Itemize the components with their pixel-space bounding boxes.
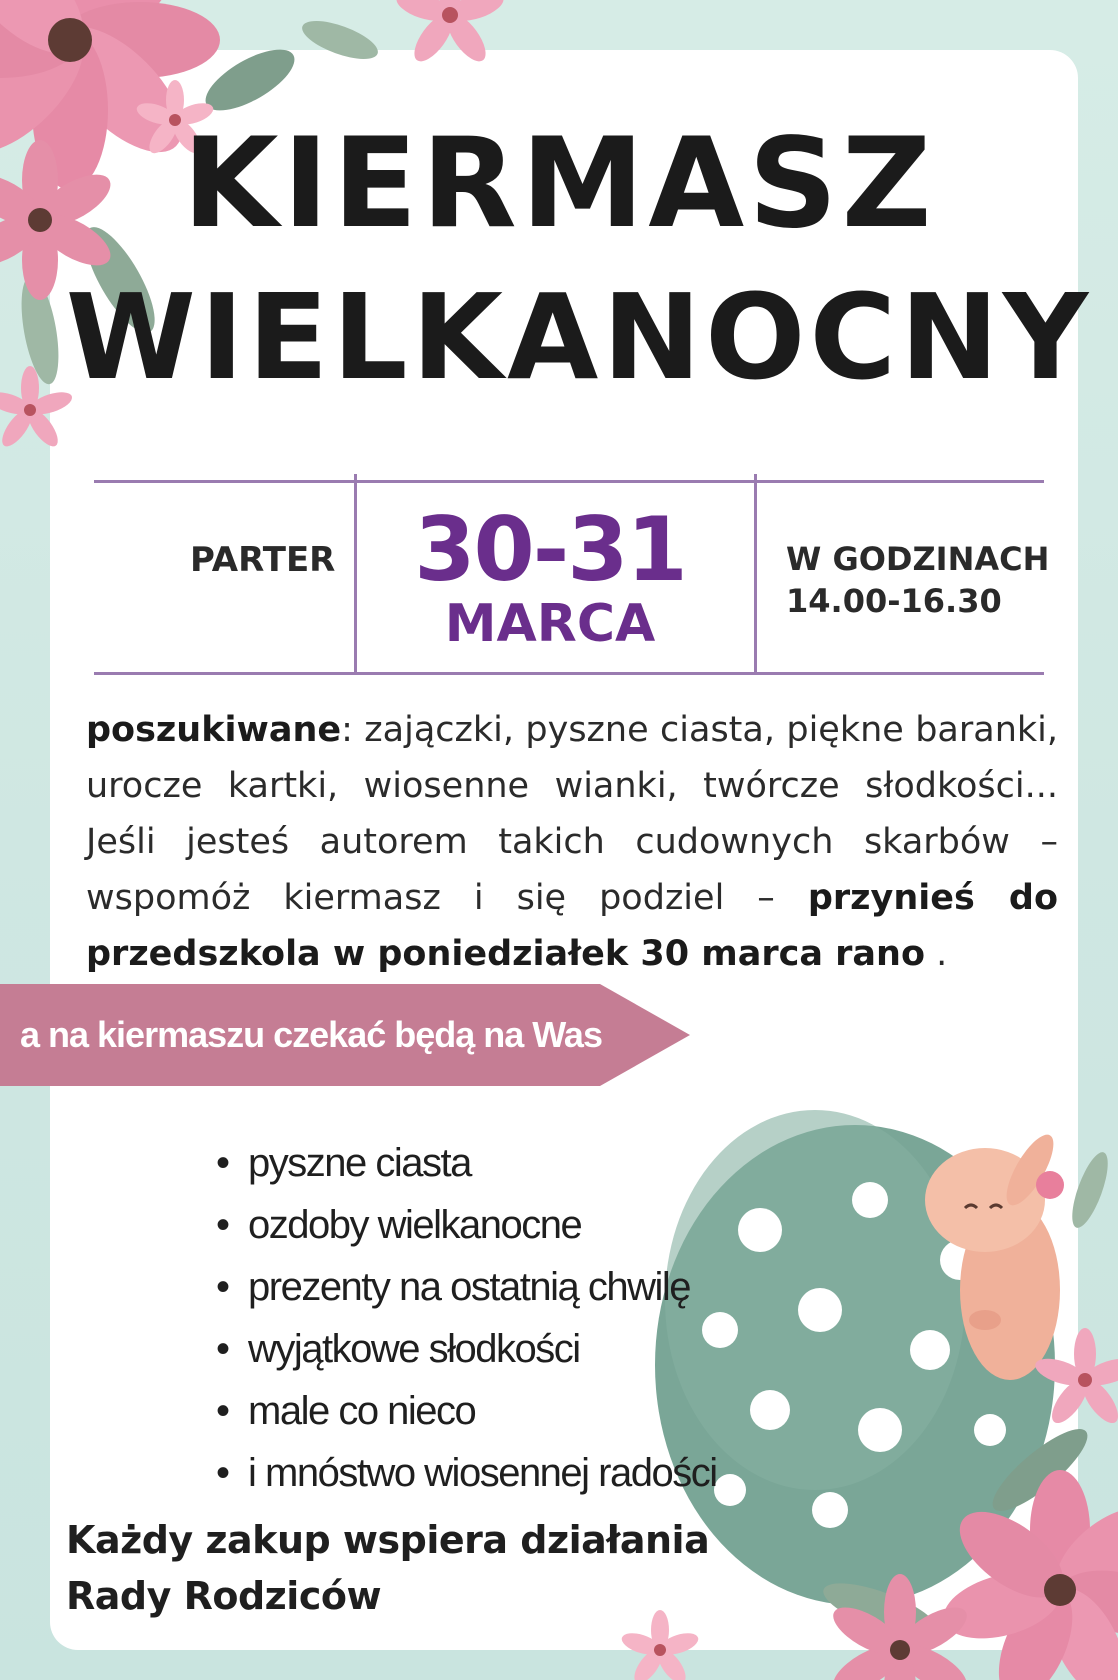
bullet-icon: • xyxy=(216,1203,229,1247)
list-item xyxy=(216,1256,717,1318)
description-paragraph xyxy=(86,702,1058,982)
bullet-icon: • xyxy=(216,1389,229,1433)
description-body: : zajączki, pyszne ciasta, piękne baranki, urocze kartki, wiosenne wianki, twórcze słodkości... Jeśli jesteś autorem takich cudownych skarbów – wspomóż kiermasz i się podziel – xyxy=(86,710,1058,918)
footer-line-1: Każdy zakup wspiera działania xyxy=(66,1518,710,1562)
hours-value: 14.00-16.30 xyxy=(786,582,1002,620)
info-left-divider xyxy=(354,474,357,672)
bullet-icon: • xyxy=(216,1141,229,1185)
bullet-icon: • xyxy=(216,1451,229,1495)
banner-text: a na kiermaszu czekać będą na Was xyxy=(20,1014,602,1055)
location-label: PARTER xyxy=(190,540,336,580)
list-item xyxy=(216,1442,717,1504)
description-end: . xyxy=(925,934,948,974)
hours-label: W GODZINACH xyxy=(786,540,1050,578)
list-item-label: ozdoby wielkanocne xyxy=(248,1203,582,1247)
info-bottom-divider xyxy=(94,672,1044,675)
title-line-1: KIERMASZ xyxy=(182,112,936,256)
date-month: MARCA xyxy=(444,594,656,654)
list-item xyxy=(216,1380,717,1442)
info-top-divider xyxy=(94,480,1044,483)
list-item-label: male co nieco xyxy=(248,1389,476,1433)
offer-list xyxy=(216,1132,717,1504)
bullet-icon: • xyxy=(216,1327,229,1371)
bullet-icon: • xyxy=(216,1265,229,1309)
list-item-label: i mnóstwo wiosennej radości xyxy=(248,1451,717,1495)
footer-line-2: Rady Rodziców xyxy=(66,1574,382,1618)
info-right-divider xyxy=(754,474,757,672)
description-call-to-action: przynieś do przedszkola w poniedziałek 30 marca rano xyxy=(86,878,1058,974)
list-item-label: pyszne ciasta xyxy=(248,1141,471,1185)
title-line-2: WIELKANOCNY xyxy=(65,268,1093,406)
list-item-label: wyjątkowe słodkości xyxy=(248,1327,580,1371)
list-item xyxy=(216,1318,717,1380)
list-item-label: prezenty na ostatnią chwilę xyxy=(248,1265,690,1309)
date-days: 30-31 xyxy=(414,498,686,601)
description-lead: poszukiwane xyxy=(86,710,342,750)
list-item xyxy=(216,1194,717,1256)
list-item xyxy=(216,1132,717,1194)
